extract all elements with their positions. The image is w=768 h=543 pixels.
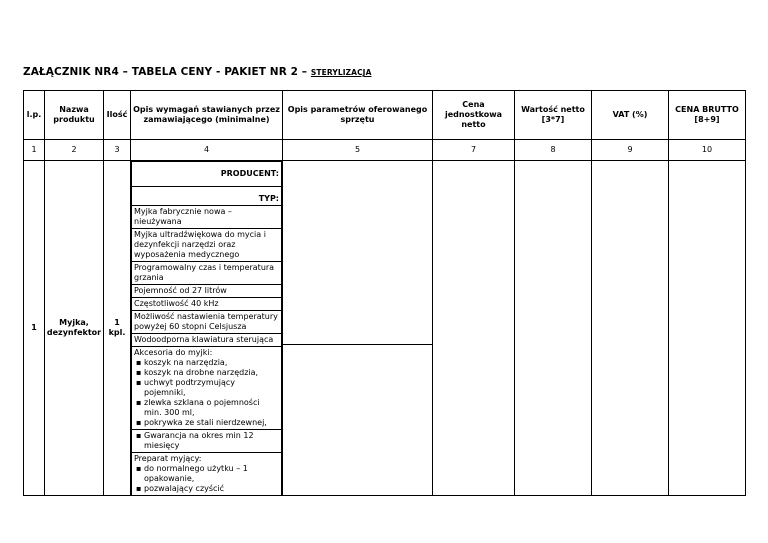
requirement-item: Częstotliwość 40 kHz: [132, 298, 282, 311]
parameters-spacer: [283, 312, 432, 345]
list-item: ▪ uchwyt podtrzymujący pojemniki,: [144, 378, 279, 398]
preparat-list: [134, 464, 279, 494]
requirements-list: [131, 161, 282, 495]
column-number: 10: [669, 140, 746, 161]
column-number: 1: [24, 140, 45, 161]
accessories-item: [132, 347, 282, 430]
product-name: Myjka, dezynfektor: [45, 161, 104, 496]
document-title: [23, 66, 371, 78]
column-number: 8: [515, 140, 592, 161]
header-parameters: Opis parametrów oferowanego sprzętu: [283, 91, 433, 140]
accessories-list: [134, 358, 279, 428]
typ-label: TYP:: [132, 187, 282, 206]
list-item: ▪ pozwalający czyścić: [144, 484, 279, 494]
product-row: [24, 161, 746, 496]
header-net-value: Wartość netto [3*7]: [515, 91, 592, 140]
warranty-list: [134, 431, 279, 451]
list-item: ▪ koszyk na drobne narzędzia,: [144, 368, 279, 378]
preparat-item: [132, 453, 282, 496]
price-table: [23, 90, 746, 496]
header-row: [24, 91, 746, 140]
header-qty: Ilość: [104, 91, 131, 140]
header-vat: VAT (%): [592, 91, 669, 140]
requirement-item: Pojemność od 27 litrów: [132, 285, 282, 298]
preparat-label: Preparat myjący:: [134, 454, 202, 463]
header-unit-price: Cena jednostkowa netto: [433, 91, 515, 140]
product-qty: 1 kpl.: [104, 161, 131, 496]
list-item: ▪ do normalnego użytku – 1 opakowanie,: [144, 464, 279, 484]
list-item: ▪ koszyk na narzędzia,: [144, 358, 279, 368]
list-item: ▪ zlewka szklana o pojemności min. 300 ml,: [144, 398, 279, 418]
column-number: 3: [104, 140, 131, 161]
producent-label: PRODUCENT:: [132, 162, 282, 187]
list-item: ▪ Gwarancja na okres min 12 miesięcy: [144, 431, 279, 451]
parameters-cell: [283, 161, 433, 496]
requirement-item: Myjka ultradźwiękowa do mycia i dezynfekcji narzędzi oraz wyposażenia medycznego: [132, 229, 282, 262]
accessories-label: Akcesoria do myjki:: [134, 348, 213, 357]
header-gross-price: CENA BRUTTO [8+9]: [669, 91, 746, 140]
header-lp: l.p.: [24, 91, 45, 140]
document-title-sub: STERYLIZACJA: [310, 68, 372, 77]
requirement-item: Programowalny czas i temperatura grzania: [132, 262, 282, 285]
warranty-item: [132, 430, 282, 453]
document-title-main: ZAŁĄCZNIK NR4 – TABELA CENY - PAKIET NR 2 –: [23, 66, 308, 78]
product-lp: 1: [24, 161, 45, 496]
requirement-item: Wodoodporna klawiatura sterująca: [132, 334, 282, 347]
column-number: 2: [45, 140, 104, 161]
net-value-cell: [515, 161, 592, 496]
column-number: 9: [592, 140, 669, 161]
header-requirements: Opis wymagań stawianych przez zamawiającego (minimalne): [131, 91, 283, 140]
requirements-cell: [131, 161, 283, 496]
header-name: Nazwa produktu: [45, 91, 104, 140]
unit-price-cell: [433, 161, 515, 496]
gross-price-cell: [669, 161, 746, 496]
requirement-item: Myjka fabrycznie nowa – nieużywana: [132, 206, 282, 229]
column-number-row: [24, 140, 746, 161]
column-number: 7: [433, 140, 515, 161]
requirement-item: Możliwość nastawienia temperatury powyżej 60 stopni Celsjusza: [132, 311, 282, 334]
vat-cell: [592, 161, 669, 496]
column-number: 5: [283, 140, 433, 161]
column-number: 4: [131, 140, 283, 161]
list-item: ▪ pokrywka ze stali nierdzewnej,: [144, 418, 279, 428]
